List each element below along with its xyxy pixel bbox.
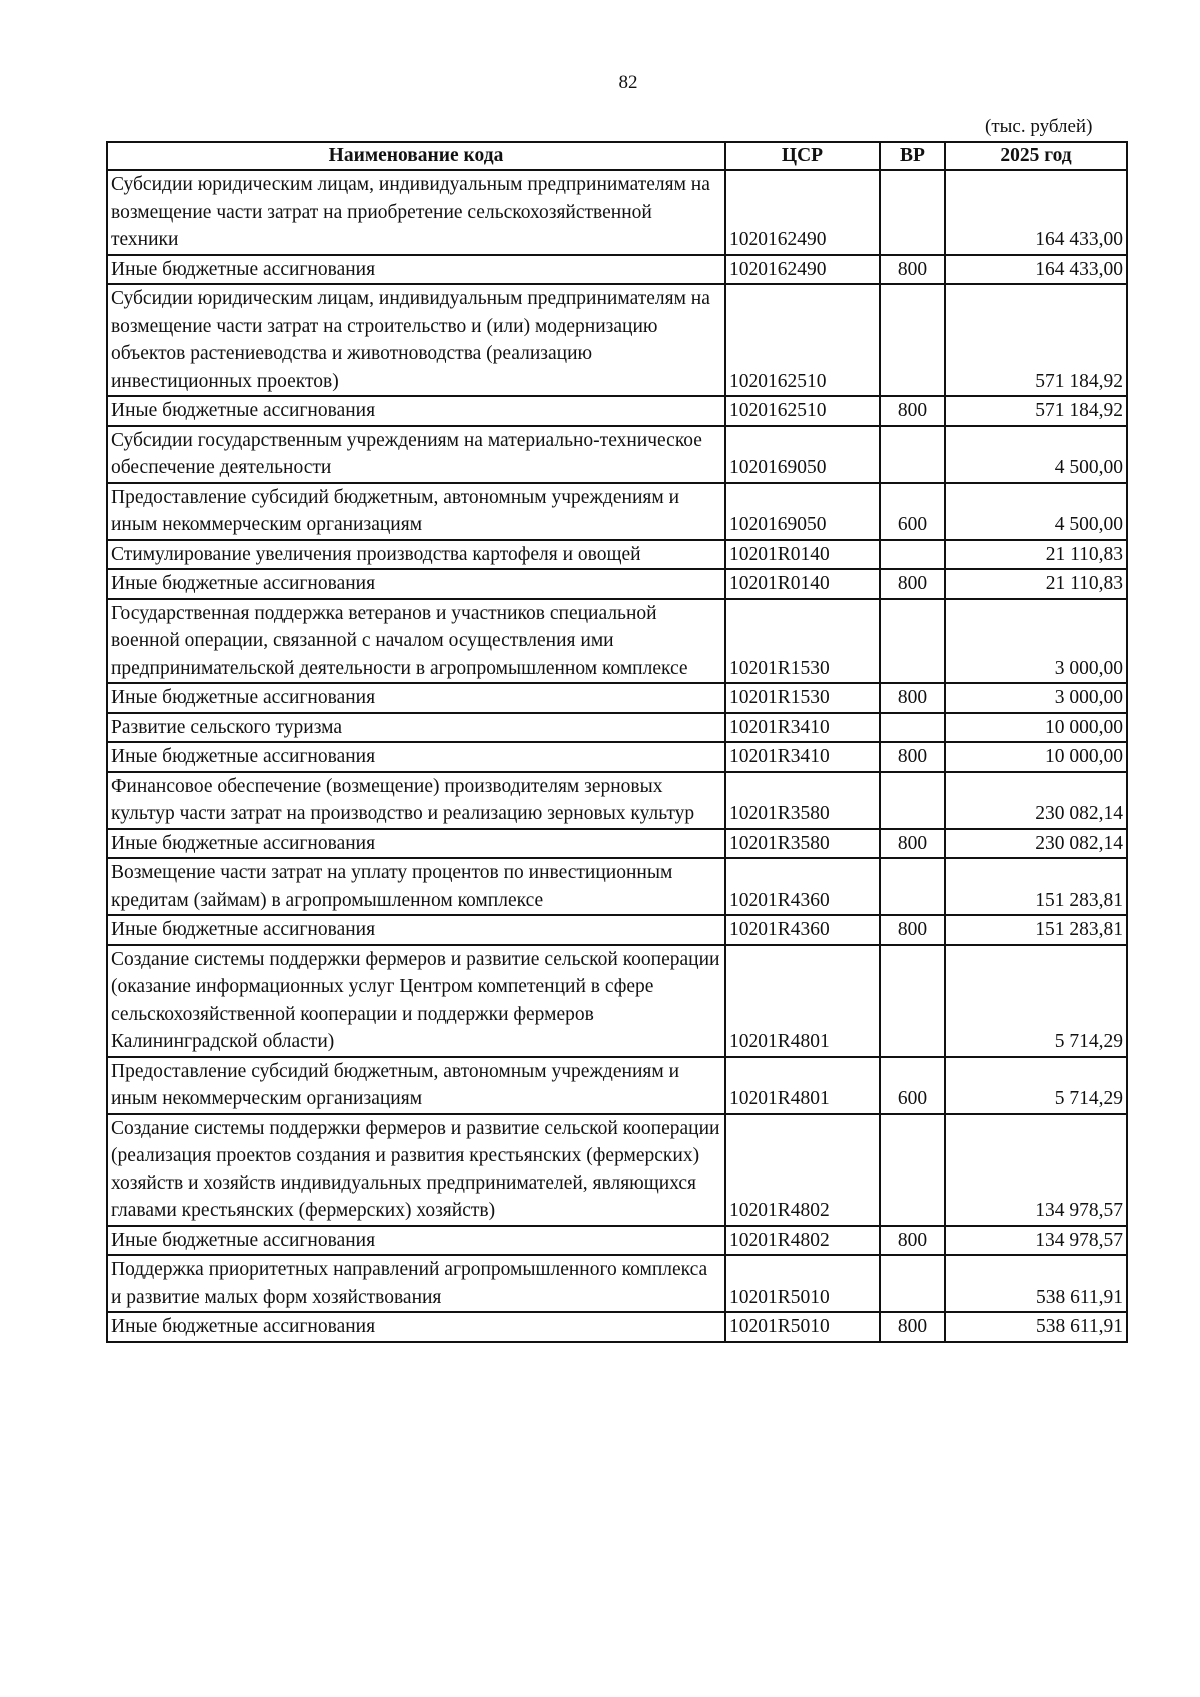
table-row — [107, 599, 1127, 684]
table-row — [107, 858, 1127, 915]
row-csr: 10201R0140 — [725, 540, 880, 570]
row-vr — [880, 772, 945, 829]
row-name: Создание системы поддержки фермеров и развитие сельской кооперации (реализация проектов создания и развития крестьянских (фермерских) хозяйств и хозяйств индивидуальных предпринимателей, являющихся главами крестьянских (фермерских) хозяйств) — [107, 1114, 725, 1226]
units-note: (тыс. рублей) — [985, 116, 1093, 137]
row-name: Иные бюджетные ассигнования — [107, 396, 725, 426]
row-csr: 10201R4360 — [725, 915, 880, 945]
row-csr: 10201R3410 — [725, 742, 880, 772]
row-vr — [880, 284, 945, 396]
budget-table — [106, 141, 1128, 1343]
row-vr: 800 — [880, 915, 945, 945]
table-row — [107, 1114, 1127, 1226]
row-csr: 10201R1530 — [725, 599, 880, 684]
row-name: Иные бюджетные ассигнования — [107, 569, 725, 599]
table-row — [107, 483, 1127, 540]
row-csr: 10201R5010 — [725, 1312, 880, 1342]
row-name: Государственная поддержка ветеранов и участников специальной военной операции, связанной с началом осуществления ими предпринимательской деятельности в агропромышленном комплексе — [107, 599, 725, 684]
row-vr: 800 — [880, 683, 945, 713]
row-name: Субсидии государственным учреждениям на материально-техническое обеспечение деятельности — [107, 426, 725, 483]
row-amount: 151 283,81 — [945, 915, 1127, 945]
row-csr: 1020162510 — [725, 396, 880, 426]
row-amount: 134 978,57 — [945, 1226, 1127, 1256]
table-row — [107, 255, 1127, 285]
row-name: Иные бюджетные ассигнования — [107, 1312, 725, 1342]
row-amount: 230 082,14 — [945, 829, 1127, 859]
row-name: Предоставление субсидий бюджетным, автономным учреждениям и иным некоммерческим организациям — [107, 483, 725, 540]
row-amount: 164 433,00 — [945, 170, 1127, 255]
table-row — [107, 1057, 1127, 1114]
table-row — [107, 540, 1127, 570]
table-row — [107, 170, 1127, 255]
header-year: 2025 год — [945, 142, 1127, 170]
row-vr — [880, 1114, 945, 1226]
table-row — [107, 1312, 1127, 1342]
row-vr: 800 — [880, 255, 945, 285]
row-amount: 4 500,00 — [945, 483, 1127, 540]
table-row — [107, 742, 1127, 772]
row-amount: 571 184,92 — [945, 396, 1127, 426]
row-vr — [880, 170, 945, 255]
row-name: Иные бюджетные ассигнования — [107, 915, 725, 945]
row-amount: 10 000,00 — [945, 713, 1127, 743]
row-amount: 571 184,92 — [945, 284, 1127, 396]
row-csr: 1020162490 — [725, 170, 880, 255]
row-csr: 1020162490 — [725, 255, 880, 285]
table-row — [107, 829, 1127, 859]
row-amount: 5 714,29 — [945, 1057, 1127, 1114]
row-vr: 800 — [880, 829, 945, 859]
row-vr — [880, 426, 945, 483]
row-csr: 1020162510 — [725, 284, 880, 396]
row-vr: 800 — [880, 569, 945, 599]
row-name: Субсидии юридическим лицам, индивидуальным предпринимателям на возмещение части затрат на приобретение сельскохозяйственной техники — [107, 170, 725, 255]
table-row — [107, 945, 1127, 1057]
row-name: Иные бюджетные ассигнования — [107, 829, 725, 859]
row-name: Иные бюджетные ассигнования — [107, 1226, 725, 1256]
row-name: Развитие сельского туризма — [107, 713, 725, 743]
table-row — [107, 426, 1127, 483]
table-row — [107, 284, 1127, 396]
table-row — [107, 1226, 1127, 1256]
row-amount: 3 000,00 — [945, 599, 1127, 684]
row-amount: 134 978,57 — [945, 1114, 1127, 1226]
table-header-row — [107, 142, 1127, 170]
row-name: Финансовое обеспечение (возмещение) производителям зерновых культур части затрат на производство и реализацию зерновых культур — [107, 772, 725, 829]
row-csr: 10201R4802 — [725, 1114, 880, 1226]
row-csr: 10201R4801 — [725, 945, 880, 1057]
row-amount: 21 110,83 — [945, 569, 1127, 599]
row-name: Иные бюджетные ассигнования — [107, 683, 725, 713]
row-csr: 10201R4801 — [725, 1057, 880, 1114]
header-name: Наименование кода — [107, 142, 725, 170]
row-name: Возмещение части затрат на уплату процентов по инвестиционным кредитам (займам) в агропромышленном комплексе — [107, 858, 725, 915]
table-row — [107, 915, 1127, 945]
table-row — [107, 683, 1127, 713]
page-number: 82 — [618, 72, 638, 93]
row-name: Субсидии юридическим лицам, индивидуальным предпринимателям на возмещение части затрат на строительство и (или) модернизацию объектов растениеводства и животноводства (реализацию инвестиционных проектов) — [107, 284, 725, 396]
row-csr: 10201R3580 — [725, 829, 880, 859]
row-csr: 10201R1530 — [725, 683, 880, 713]
row-vr: 600 — [880, 1057, 945, 1114]
row-amount: 5 714,29 — [945, 945, 1127, 1057]
table-row — [107, 396, 1127, 426]
table-row — [107, 569, 1127, 599]
row-name: Иные бюджетные ассигнования — [107, 255, 725, 285]
row-csr: 1020169050 — [725, 483, 880, 540]
row-vr: 800 — [880, 742, 945, 772]
row-vr: 800 — [880, 1226, 945, 1256]
row-csr: 10201R4360 — [725, 858, 880, 915]
row-amount: 151 283,81 — [945, 858, 1127, 915]
row-name: Стимулирование увеличения производства картофеля и овощей — [107, 540, 725, 570]
row-amount: 538 611,91 — [945, 1312, 1127, 1342]
row-csr: 10201R4802 — [725, 1226, 880, 1256]
row-name: Иные бюджетные ассигнования — [107, 742, 725, 772]
row-amount: 164 433,00 — [945, 255, 1127, 285]
row-csr: 10201R3410 — [725, 713, 880, 743]
row-csr: 1020169050 — [725, 426, 880, 483]
row-vr — [880, 540, 945, 570]
row-amount: 3 000,00 — [945, 683, 1127, 713]
row-name: Предоставление субсидий бюджетным, автономным учреждениям и иным некоммерческим организациям — [107, 1057, 725, 1114]
row-vr: 600 — [880, 483, 945, 540]
table-row — [107, 772, 1127, 829]
row-amount: 10 000,00 — [945, 742, 1127, 772]
row-vr: 800 — [880, 396, 945, 426]
row-vr — [880, 945, 945, 1057]
row-vr — [880, 599, 945, 684]
row-vr — [880, 1255, 945, 1312]
table-row — [107, 1255, 1127, 1312]
row-csr: 10201R5010 — [725, 1255, 880, 1312]
row-amount: 21 110,83 — [945, 540, 1127, 570]
header-vr: ВР — [880, 142, 945, 170]
row-csr: 10201R3580 — [725, 772, 880, 829]
header-csr: ЦСР — [725, 142, 880, 170]
row-name: Создание системы поддержки фермеров и развитие сельской кооперации (оказание информационных услуг Центром компетенций в сфере сельскохозяйственной кооперации и поддержки фермеров Калининградской области) — [107, 945, 725, 1057]
row-vr — [880, 713, 945, 743]
table-row — [107, 713, 1127, 743]
row-vr: 800 — [880, 1312, 945, 1342]
row-amount: 538 611,91 — [945, 1255, 1127, 1312]
row-amount: 4 500,00 — [945, 426, 1127, 483]
row-name: Поддержка приоритетных направлений агропромышленного комплекса и развитие малых форм хозяйствования — [107, 1255, 725, 1312]
row-vr — [880, 858, 945, 915]
row-amount: 230 082,14 — [945, 772, 1127, 829]
row-csr: 10201R0140 — [725, 569, 880, 599]
